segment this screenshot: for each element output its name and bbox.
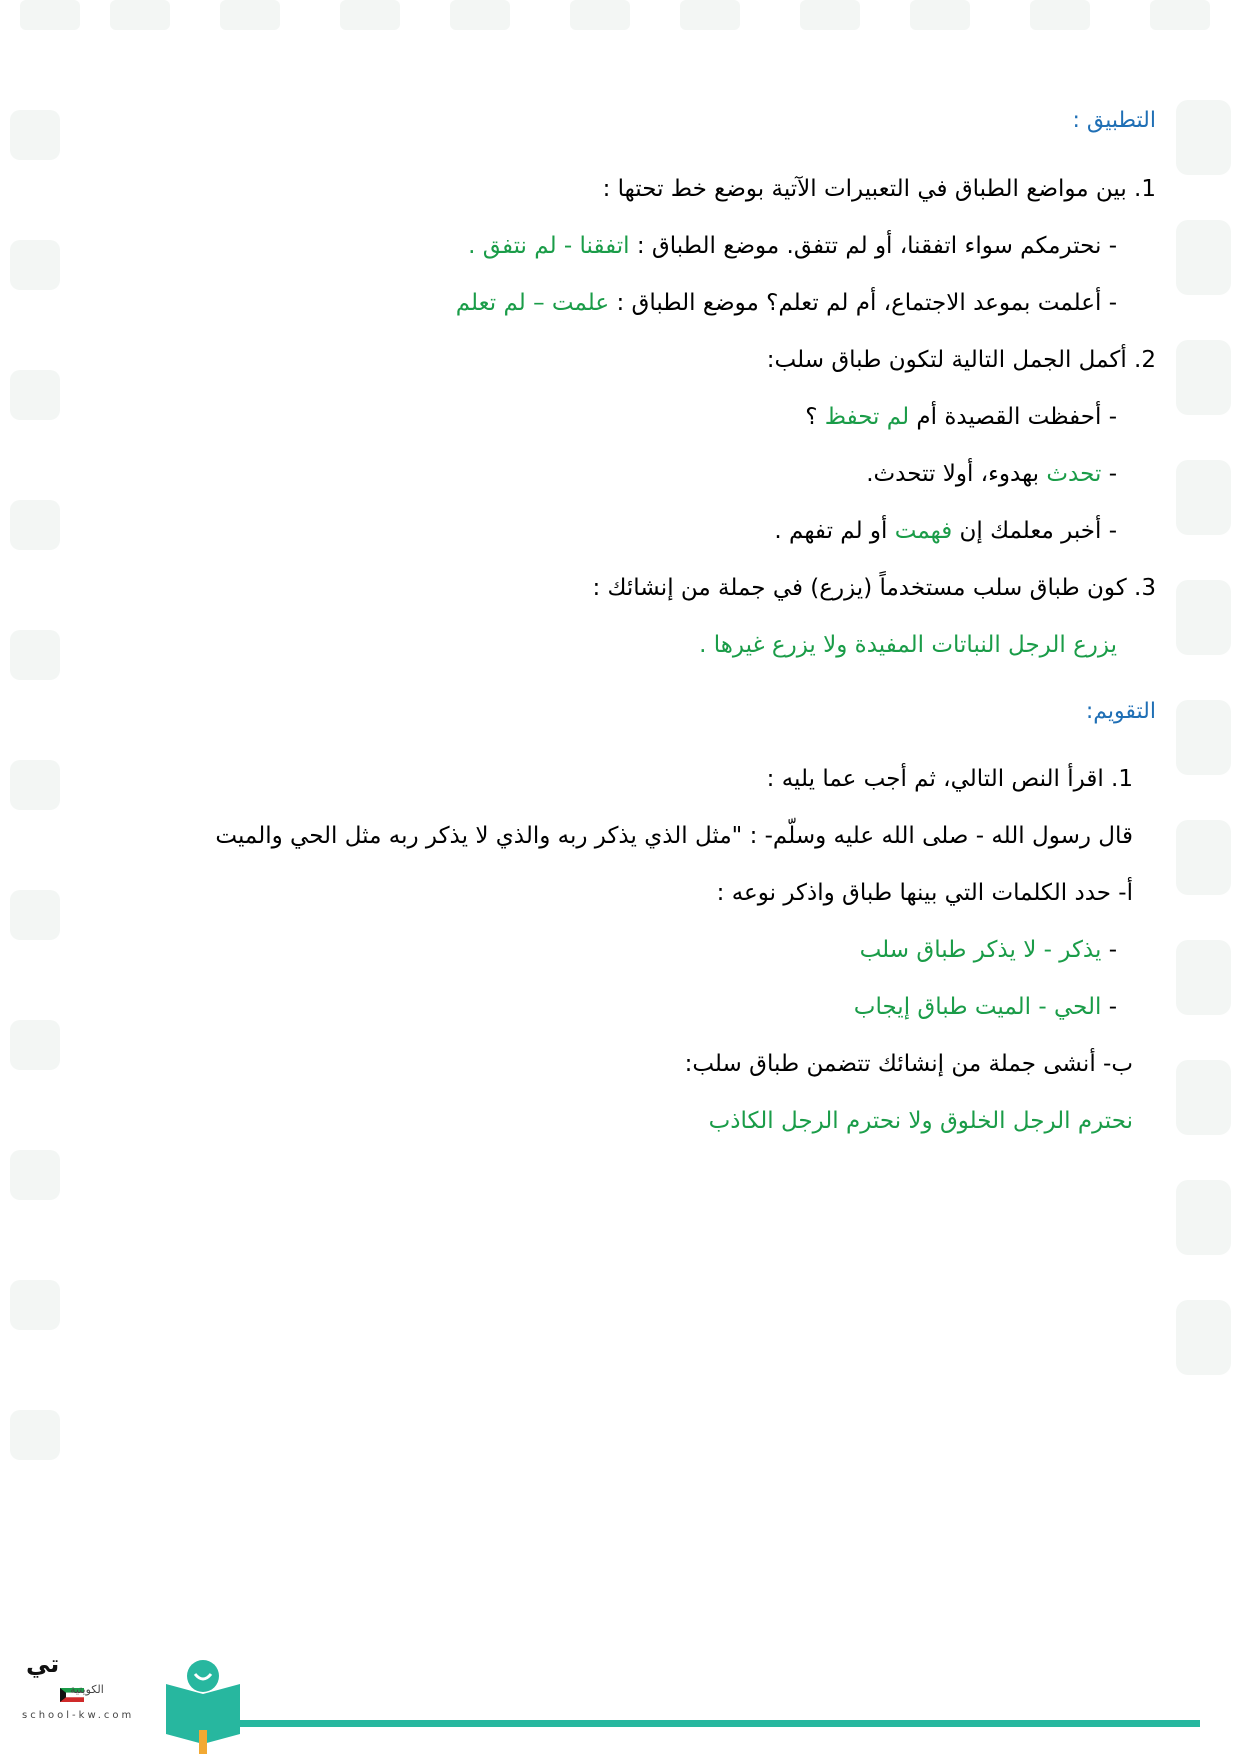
question-2-item-1-before: - أحفظت القصيدة أم: [916, 404, 1117, 430]
question-1-item-1-text: - نحترمكم سواء اتفقنا، أو لم تتفق. موضع الطباق :: [636, 233, 1117, 259]
question-1-item-1-answer: اتفقنا - لم نتفق .: [468, 233, 630, 259]
part-a-answer-1-text: يذكر - لا يذكر طباق سلب: [859, 937, 1102, 963]
footer-rule: [225, 1720, 1200, 1727]
evaluation-question-1-text: 1. اقرأ النص التالي، ثم أجب عما يليه :: [766, 766, 1133, 792]
logo-subtitle: الكويتية: [70, 1683, 104, 1696]
hadith-quote: قال رسول الله - صلى الله عليه وسلّم- : "مثل الذي يذكر ربه والذي لا يذكر ربه مثل الحي والميت: [215, 823, 1133, 849]
part-a-text: أ- حدد الكلمات التي بينها طباق واذكر نوعه :: [716, 880, 1133, 906]
watermark-left: [0, 90, 80, 1590]
question-2-item-3-after: أو لم تفهم .: [774, 518, 888, 544]
logo-text: تي: [26, 1650, 60, 1678]
section-heading-evaluation: التقويم:: [1085, 699, 1156, 724]
question-2-item-3-before: - أخبر معلمك إن: [959, 518, 1117, 544]
question-1-text: 1. بين مواضع الطباق في التعبيرات الآتية بوضع خط تحتها :: [602, 176, 1156, 202]
part-a-answer-2: [854, 991, 1117, 1023]
logo-url: school-kw.com: [22, 1710, 135, 1721]
question-2-item-2: [866, 458, 1117, 490]
question-3-text: 3. كون طباق سلب مستخدماً (يزرع) في جملة من إنشائك :: [592, 575, 1156, 601]
part-a-answer-1: [860, 934, 1117, 966]
question-2-item-2-before: -: [1108, 461, 1117, 487]
question-1-item-1: [468, 230, 1117, 262]
book-logo-icon: [158, 1654, 248, 1754]
question-2-item-3-answer: فهمت: [894, 518, 953, 544]
question-1-item-2-answer: علمت – لم تعلم: [455, 290, 610, 316]
watermark-right: [1161, 90, 1241, 1590]
part-a-answer-1-dash: -: [1108, 937, 1117, 963]
question-2-item-1-answer: لم تحفظ: [824, 404, 910, 430]
section-heading-application: التطبيق :: [1072, 108, 1156, 133]
question-2-item-3: [774, 515, 1117, 547]
part-b-answer: نحترم الرجل الخلوق ولا نحترم الرجل الكاذب: [708, 1108, 1133, 1134]
question-2-item-1: [805, 401, 1117, 433]
part-a-answer-2-dash: -: [1108, 994, 1117, 1020]
question-2-item-2-answer: تحدث: [1046, 461, 1102, 487]
part-a-answer-2-text: الحي - الميت طباق إيجاب: [853, 994, 1102, 1020]
footer-logo: [22, 1650, 227, 1755]
question-1-item-2: [456, 287, 1117, 319]
question-1-item-2-text: - أعلمت بموعد الاجتماع، أم لم تعلم؟ موضع الطباق :: [616, 290, 1117, 316]
question-3-answer: يزرع الرجل النباتات المفيدة ولا يزرع غيرها .: [699, 632, 1117, 658]
question-2-item-2-after: بهدوء، أولا تتحدث.: [866, 461, 1040, 487]
part-b-text: ب- أنشى جملة من إنشائك تتضمن طباق سلب:: [684, 1051, 1133, 1077]
question-2-item-1-after: ؟: [805, 404, 818, 430]
watermark-top: [0, 0, 1241, 50]
question-2-text: 2. أكمل الجمل التالية لتكون طباق سلب:: [766, 347, 1156, 373]
